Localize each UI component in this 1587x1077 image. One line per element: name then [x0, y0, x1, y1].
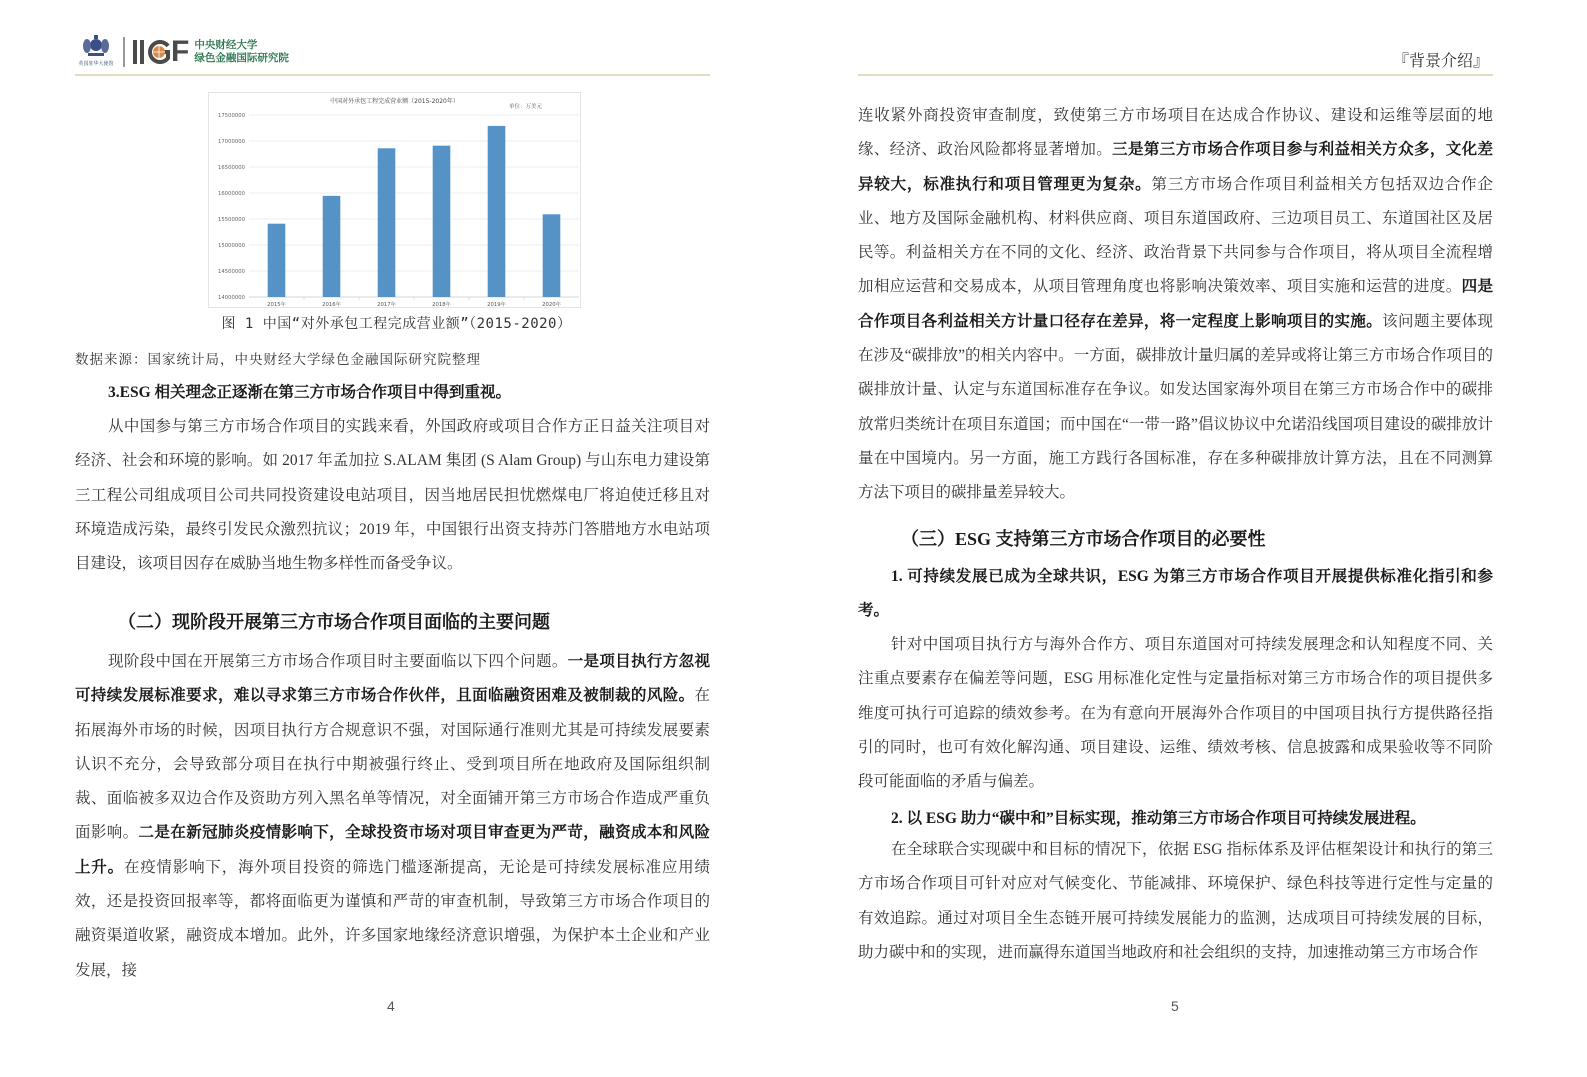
header-rule [858, 74, 1493, 76]
logo-divider [123, 37, 125, 67]
chart-plot-area [209, 93, 582, 309]
paragraph-carbon-neutral: 在全球联合实现碳中和目标的情况下，依据 ESG 指标体系及评估框架设计和执行的第三方市场合作项目可针对应对气候变化、节能减排、环境保护、绿色科技等进行定性与定量的有效追踪。通过对项目全生态链开展可持续发展能力的监测，达成项目可持续发展的目标，助力碳中和的实现，进而赢得东道国当地政府和社会组织的支持，加速推动第三方市场合作 [858, 841, 1493, 961]
institute-name: 中央财经大学 绿色金融国际研究院 [194, 39, 289, 64]
x-tick-label: 2017年 [377, 302, 396, 308]
page-number: 4 [387, 998, 395, 1014]
left-page [0, 0, 793, 1077]
x-tick-label: 2018年 [432, 302, 451, 308]
globe-icon [148, 40, 170, 64]
bar [323, 196, 341, 297]
bar [378, 148, 396, 297]
x-tick-label: 2020年 [542, 302, 561, 308]
y-tick-label: 17500000 [218, 113, 245, 119]
heading-sustainability-consensus: 1. 可持续发展已成为全球共识，ESG 为第三方市场合作项目开展提供标准化指引和参考。 [858, 568, 1493, 620]
y-tick-label: 16000000 [218, 191, 245, 197]
embassy-label: 英国驻华大使馆 [78, 61, 114, 67]
paragraph-esg-standards: 针对中国项目执行方与海外合作方、项目东道国对可持续发展理念和认知程度不同、关注重点要素存在偏差等问题，ESG 用标准化定性与定量指标对第三方市场合作的项目提供多维度可执行可追踪的绩效参考。在为有意向开展海外合作项目的中国项目执行方提供路径指引的同时，也可有效化解沟通、项目建设、运维、绩效考核、信息披露和成果验收等不同阶段可能面临的矛盾与偏差。 [858, 636, 1493, 791]
bar [543, 214, 561, 297]
x-tick-label: 2016年 [322, 302, 341, 308]
paragraph-stakeholders: 连收紧外商投资审查制度，致使第三方市场项目在达成合作协议、建设和运维等层面的地缘、经济、政治风险都将显著增加。三是第三方市场合作项目参与利益相关方众多，文化差异较大，标准执行和项目管理更为复杂。第三方市场合作项目利益相关方包括双边合作企业、地方及国际金融机构、材料供应商、项目东道国政府、三边项目员工、东道国社区及居民等。利益相关方在不同的文化、经济、政治背景下共同参与合作项目，将从项目全流程增加相应运营和交易成本，从项目管理角度也将影响决策效率、项目实施和运营的进度。四是合作项目各利益相关方计量口径存在差异，将一定程度上影响项目的实施。该问题主要体现在涉及“碳排放”的相关内容中。一方面，碳排放计量归属的差异或将让第三方市场合作项目的碳排放计量、认定与东道国标准存在争议。如发达国家海外项目在第三方市场合作中的碳排放常归类统计在项目东道国；而中国在“一带一路”倡议协议中允诺沿线国项目建设的碳排放计量在中国境内。另一方面，施工方践行各国标准，存在多种碳排放计算方法，且在不同测算方法下项目的碳排量差异较大。 [858, 107, 1493, 502]
section-heading-main-problems: （二）现阶段开展第三方市场合作项目面临的主要问题 [118, 612, 550, 632]
y-tick-label: 15500000 [218, 217, 245, 223]
bar [433, 146, 451, 297]
page-number: 5 [1171, 998, 1179, 1014]
y-tick-label: 14000000 [218, 295, 245, 301]
section-heading-esg-necessity: （三）ESG 支持第三方市场合作项目的必要性 [901, 529, 1266, 549]
iigf-mark: F [133, 37, 188, 67]
embassy-logo [75, 34, 117, 70]
bar [488, 126, 506, 297]
royal-crest-icon [82, 34, 110, 58]
heading-esg-attention: 3.ESG 相关理念正逐渐在第三方市场合作项目中得到重视。 [108, 384, 512, 401]
chart-unit-label: 单位：万美元 [509, 104, 543, 110]
data-source: 数据来源：国家统计局，中央财经大学绿色金融国际研究院整理 [75, 352, 481, 368]
x-tick-label: 2015年 [267, 302, 286, 308]
y-tick-label: 16500000 [218, 165, 245, 171]
chart-title: 中国对外承包工程完成营业额（2015-2020年） [330, 98, 459, 105]
section-tag: 『背景介绍』 [1392, 53, 1489, 70]
heading-carbon-neutral: 2. 以 ESG 助力“碳中和”目标实现，推动第三方市场合作项目可持续发展进程。 [891, 810, 1426, 827]
paragraph-main-problems: 现阶段中国在开展第三方市场合作项目时主要面临以下四个问题。一是项目执行方忽视可持续发展标准要求，难以寻求第三方市场合作伙伴，且面临融资困难及被制裁的风险。在拓展海外市场的时候，因项目执行方合规意识不强，对国际通行准则尤其是可持续发展要素认识不充分，会导致部分项目在执行中期被强行终止、受到项目所在地政府及国际组织制裁、面临被多双边合作及资助方列入黑名单等情况，对全面铺开第三方市场合作造成严重负面影响。二是在新冠肺炎疫情影响下，全球投资市场对项目审查更为严苛，融资成本和风险上升。在疫情影响下，海外项目投资的筛选门槛逐渐提高，无论是可持续发展标准应用绩效，还是投资回报率等，都将面临更为谨慎和严苛的审查机制，导致第三方市场合作项目的融资渠道收紧，融资成本增加。此外，许多国家地缘经济意识增强，为保护本土企业和产业发展，接 [75, 653, 710, 979]
iigf-logo [133, 37, 289, 67]
header-rule [75, 74, 710, 76]
x-tick-label: 2019年 [487, 302, 506, 308]
y-tick-label: 14500000 [218, 269, 245, 275]
figure-caption: 图 1 中国“对外承包工程完成营业额”（2015-2020） [221, 316, 572, 332]
right-page [793, 0, 1587, 1077]
y-tick-label: 15000000 [218, 243, 245, 249]
bar-chart [208, 92, 581, 308]
y-tick-label: 17000000 [218, 139, 245, 145]
paragraph-esg-practice: 从中国参与第三方市场合作项目的实践来看，外国政府或项目合作方正日益关注项目对经济、社会和环境的影响。如 2017 年孟加拉 S.ALAM 集团 (S Alam Group) 与山东电力建设第三工程公司组成项目公司共同投资建设电站项目，因当地居民担忧燃煤电厂将迫使迁移且对环境造成污染，最终引发民众激烈抗议；2019 年，中国银行出资支持苏门答腊地方水电站项目建设，该项目因存在威胁当地生物多样性而备受争议。 [75, 418, 710, 573]
header-logos [75, 34, 289, 70]
bar [268, 224, 286, 297]
